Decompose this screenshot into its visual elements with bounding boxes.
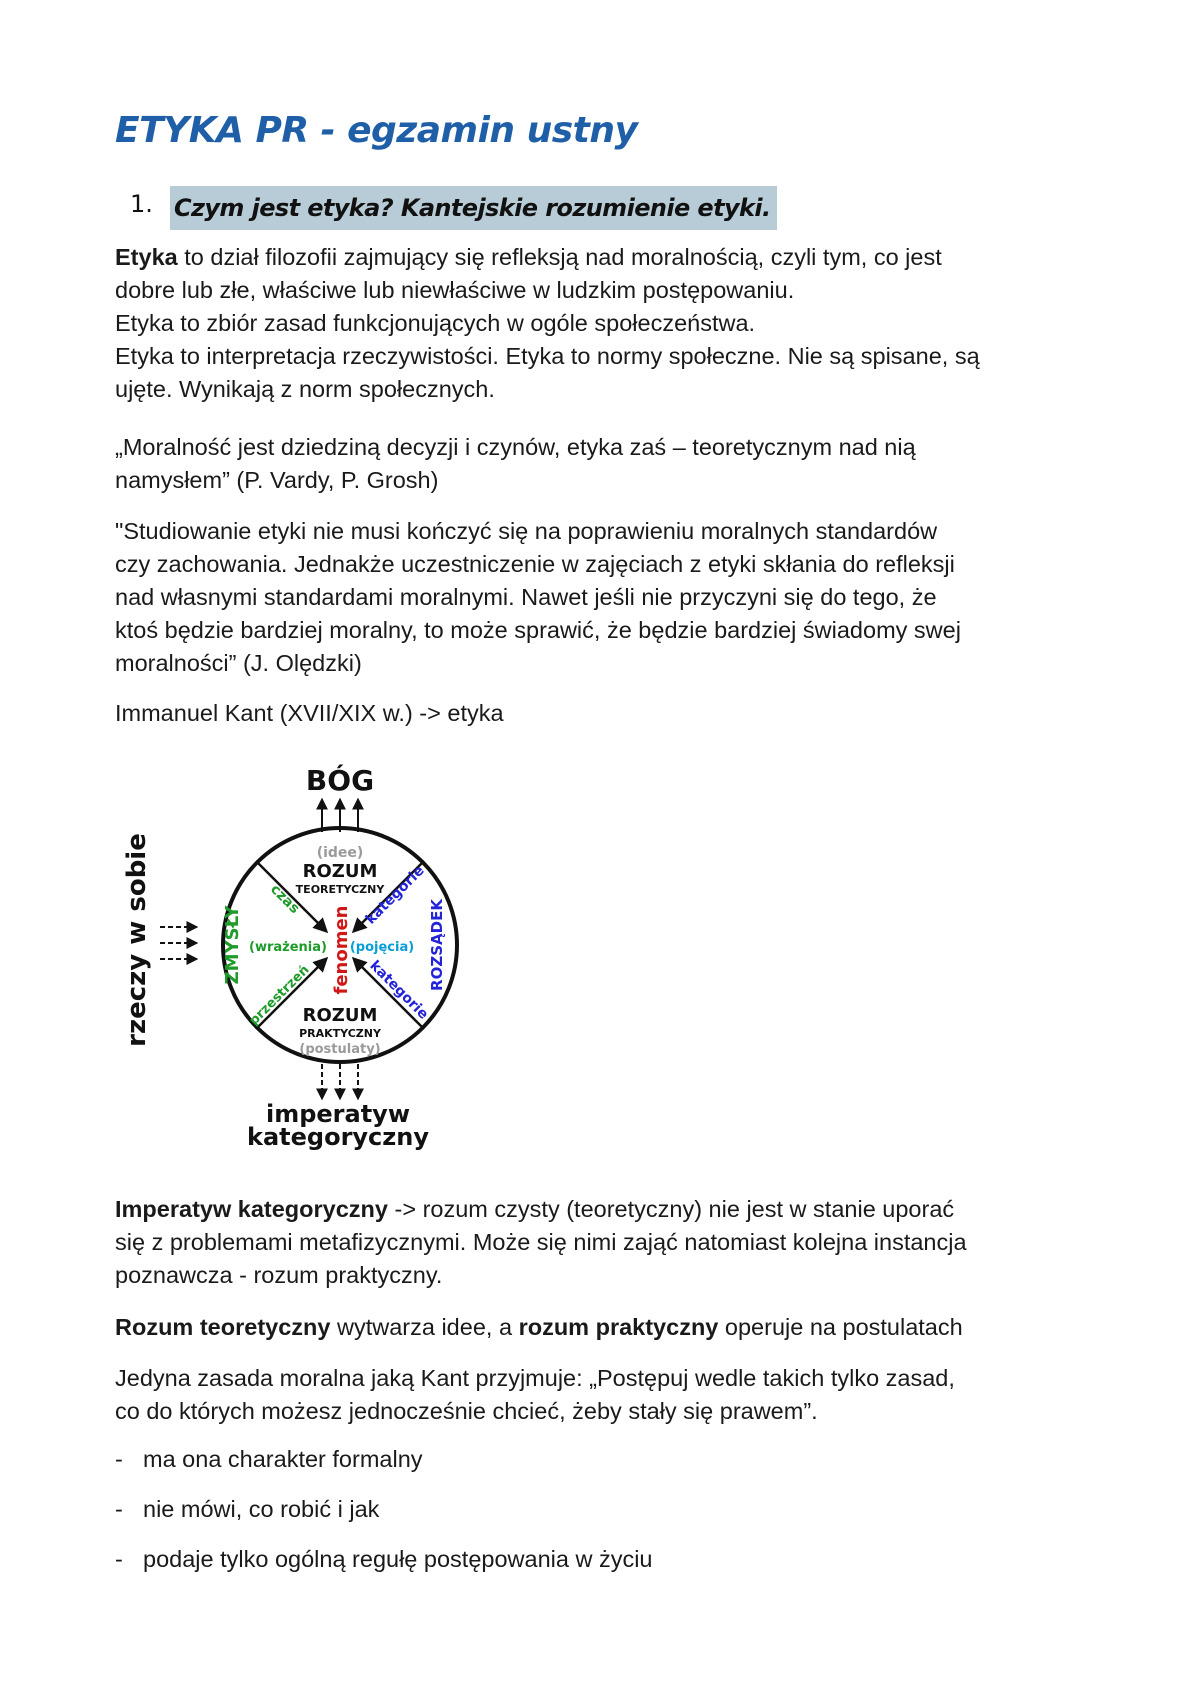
page-title: ETYKA PR - egzamin ustny xyxy=(115,110,638,151)
zmysly-label: ZMYSŁY xyxy=(222,905,243,985)
zasada-paragraph: Jedyna zasada moralna jaką Kant przyjmuje: „Postępuj wedle takich tylko zasad, co do których możesz jednocześnie chcieć, żeby stały się prawem”. xyxy=(115,1365,955,1424)
wrazenia-label: (wrażenia) xyxy=(249,940,327,955)
bog-label: BÓG xyxy=(305,764,375,797)
imperatyw-paragraph: Imperatyw kategoryczny -> rozum czysty (teoretyczny) nie jest w stanie uporać się z problemami metafizycznymi. Może się nimi zająć natomiast kolejna instancja poznawcza - rozum praktyczny. xyxy=(115,1196,967,1288)
definition-paragraph: Etyka to dział filozofii zajmujący się refleksją nad moralnością, czyli tym, co jest dobre lub złe, właściwe lub niewłaściwe w ludzkim postępowaniu. Etyka to zbiór zasad funkcjonujących w ogóle społeczeństwa. Etyka to interpretacja rzeczywistości. Etyka to normy społeczne. Nie są spisane, są ujęte. Wynikają z norm społecznych. xyxy=(115,244,980,402)
teoretyczny-label: TEORETYCZNY xyxy=(295,883,385,896)
rozsadek-label: ROZSĄDEK xyxy=(428,899,446,991)
quote-vardy: „Moralność jest dziedziną decyzji i czynów, etyka zaś – teoretycznym nad nią namysłem” (P. Vardy, P. Grosh) xyxy=(115,434,916,493)
rozum-paragraph: Rozum teoretyczny wytwarza idee, a rozum praktyczny operuje na postulatach xyxy=(115,1314,963,1340)
kategorie-top-label: kategorie xyxy=(362,862,428,928)
dash-bullet: - xyxy=(115,1496,123,1522)
dash-bullet: - xyxy=(115,1446,123,1472)
imperatyw-label: imperatyw xyxy=(265,1100,411,1128)
pojecia-label: (pojęcia) xyxy=(349,940,415,955)
rzeczy-w-sobie-label: rzeczy w sobie xyxy=(122,833,152,1047)
dash-bullet: - xyxy=(115,1546,123,1572)
kategoryczny-label: kategoryczny xyxy=(247,1123,429,1150)
praktyczny-label: PRAKTYCZNY xyxy=(299,1027,381,1040)
list-item: - nie mówi, co robić i jak xyxy=(115,1493,379,1526)
fenomen-label: fenomen xyxy=(331,905,352,995)
kategorie-bottom-label: kategorie xyxy=(366,957,432,1023)
left-arrows xyxy=(160,927,196,959)
question-heading: Czym jest etyka? Kantejskie rozumienie etyki. xyxy=(170,186,777,230)
down-arrows xyxy=(322,1064,358,1098)
postulaty-label: (postulaty) xyxy=(299,1042,381,1057)
etyka-term: Etyka xyxy=(115,244,178,270)
czas-label: czas xyxy=(267,881,303,917)
list-item: - ma ona charakter formalny xyxy=(115,1443,423,1476)
list-item: - podaje tylko ogólną regułę postępowania w życiu xyxy=(115,1543,653,1576)
przestrzen-label: przestrzeń xyxy=(246,962,313,1029)
rozum-teoretyczny-label: ROZUM xyxy=(302,861,378,882)
quote-oledzki: "Studiowanie etyki nie musi kończyć się na poprawieniu moralnych standardów czy zachowania. Jednakże uczestniczenie w zajęciach z etyki skłania do refleksji nad własnymi standardami moralnymi. Nawet jeśli nie przyczyni się do tego, że ktoś będzie bardziej moralny, to może sprawić, że będzie bardziej świadomy swej moralności” (J. Olędzki) xyxy=(115,518,961,676)
rozum-praktyczny-label: ROZUM xyxy=(302,1005,378,1026)
question-number: 1. xyxy=(130,190,153,218)
idee-label: (idee) xyxy=(316,845,364,861)
kant-line: Immanuel Kant (XVII/XIX w.) -> etyka xyxy=(115,700,504,726)
kant-diagram xyxy=(100,755,480,1150)
